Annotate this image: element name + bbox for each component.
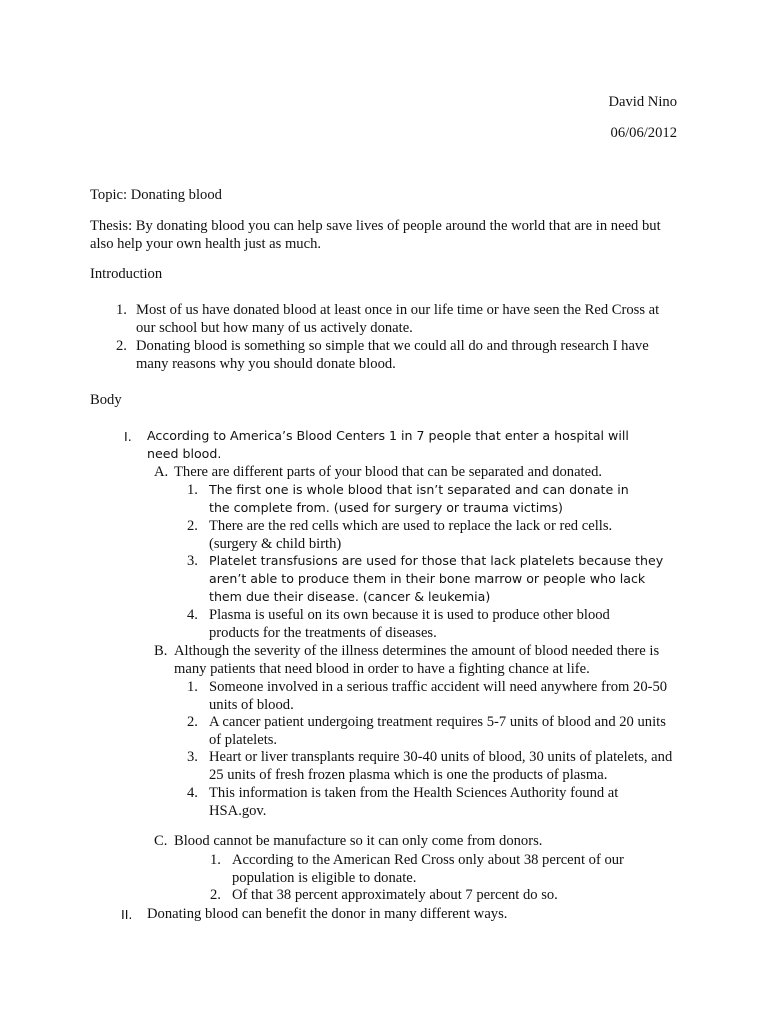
detail-text: There are the red cells which are used to replace the lack or red cells. (surgery & child birth): [209, 518, 613, 552]
list-marker: 3.: [187, 553, 198, 569]
detail-text: Heart or liver transplants require 30-40 units of blood, 30 units of platelets, and 25 units of fresh frozen plasma which is one the products of plasma.: [209, 749, 673, 783]
roman-marker: I.: [124, 429, 132, 444]
detail-text: The first one is whole blood that isn’t separated and can donate in the complete from. (used for surgery or trauma victims): [209, 482, 629, 515]
detail-text: This information is taken from the Health Sciences Authority found at HSA.gov.: [209, 785, 619, 819]
thesis-paragraph: Thesis: By donating blood you can help save lives of people around the world that are in need but also help your own health just as much.: [90, 218, 661, 252]
list-marker: 2.: [116, 338, 127, 354]
list-item-text: Most of us have donated blood at least once in our life time or have seen the Red Cross at our school but how many of us actively donate.: [136, 302, 660, 336]
detail-text: Of that 38 percent approximately about 7 percent do so.: [232, 887, 558, 903]
list-marker: 1.: [116, 302, 127, 318]
detail-text: Platelet transfusions are used for those that lack platelets because they aren’t able to produce them in their bone marrow or people who lack them due their disease. (cancer & leukemia): [209, 553, 664, 604]
list-marker: 2.: [210, 887, 221, 903]
letter-marker: B.: [154, 643, 168, 659]
list-marker: 1.: [187, 679, 198, 695]
document-date: 06/06/2012: [610, 125, 677, 141]
sub-point-text: There are different parts of your blood that can be separated and donated.: [174, 464, 603, 480]
list-marker: 2.: [187, 714, 198, 730]
list-marker: 1.: [210, 852, 221, 868]
main-point-text: Donating blood can benefit the donor in many different ways.: [147, 906, 508, 922]
roman-marker: II.: [121, 907, 133, 922]
body-heading: Body: [90, 392, 122, 408]
sub-point-text: Blood cannot be manufacture so it can only come from donors.: [174, 833, 543, 849]
main-point-text: According to America’s Blood Centers 1 in 7 people that enter a hospital will need blood.: [147, 428, 629, 461]
intro-heading: Introduction: [90, 266, 163, 282]
list-marker: 3.: [187, 749, 198, 765]
letter-marker: A.: [154, 464, 169, 480]
list-marker: 2.: [187, 518, 198, 534]
detail-text: Plasma is useful on its own because it is used to produce other blood products for the treatments of diseases.: [209, 607, 610, 641]
list-item-text: Donating blood is something so simple that we could all do and through research I have many reasons why you should donate blood.: [136, 338, 649, 372]
author-name: David Nino: [608, 94, 677, 110]
sub-point-text: Although the severity of the illness determines the amount of blood needed there is many patients that need blood in order to have a fighting chance at life.: [174, 643, 660, 677]
list-marker: 4.: [187, 785, 198, 801]
letter-marker: C.: [154, 833, 168, 849]
list-marker: 1.: [187, 482, 198, 498]
list-marker: 4.: [187, 607, 198, 623]
detail-text: According to the American Red Cross only about 38 percent of our population is eligible to donate.: [232, 852, 624, 886]
detail-text: A cancer patient undergoing treatment requires 5-7 units of blood and 20 units of platelets.: [209, 714, 666, 748]
detail-text: Someone involved in a serious traffic accident will need anywhere from 20-50 units of blood.: [209, 679, 668, 713]
topic-line: Topic: Donating blood: [90, 187, 222, 203]
